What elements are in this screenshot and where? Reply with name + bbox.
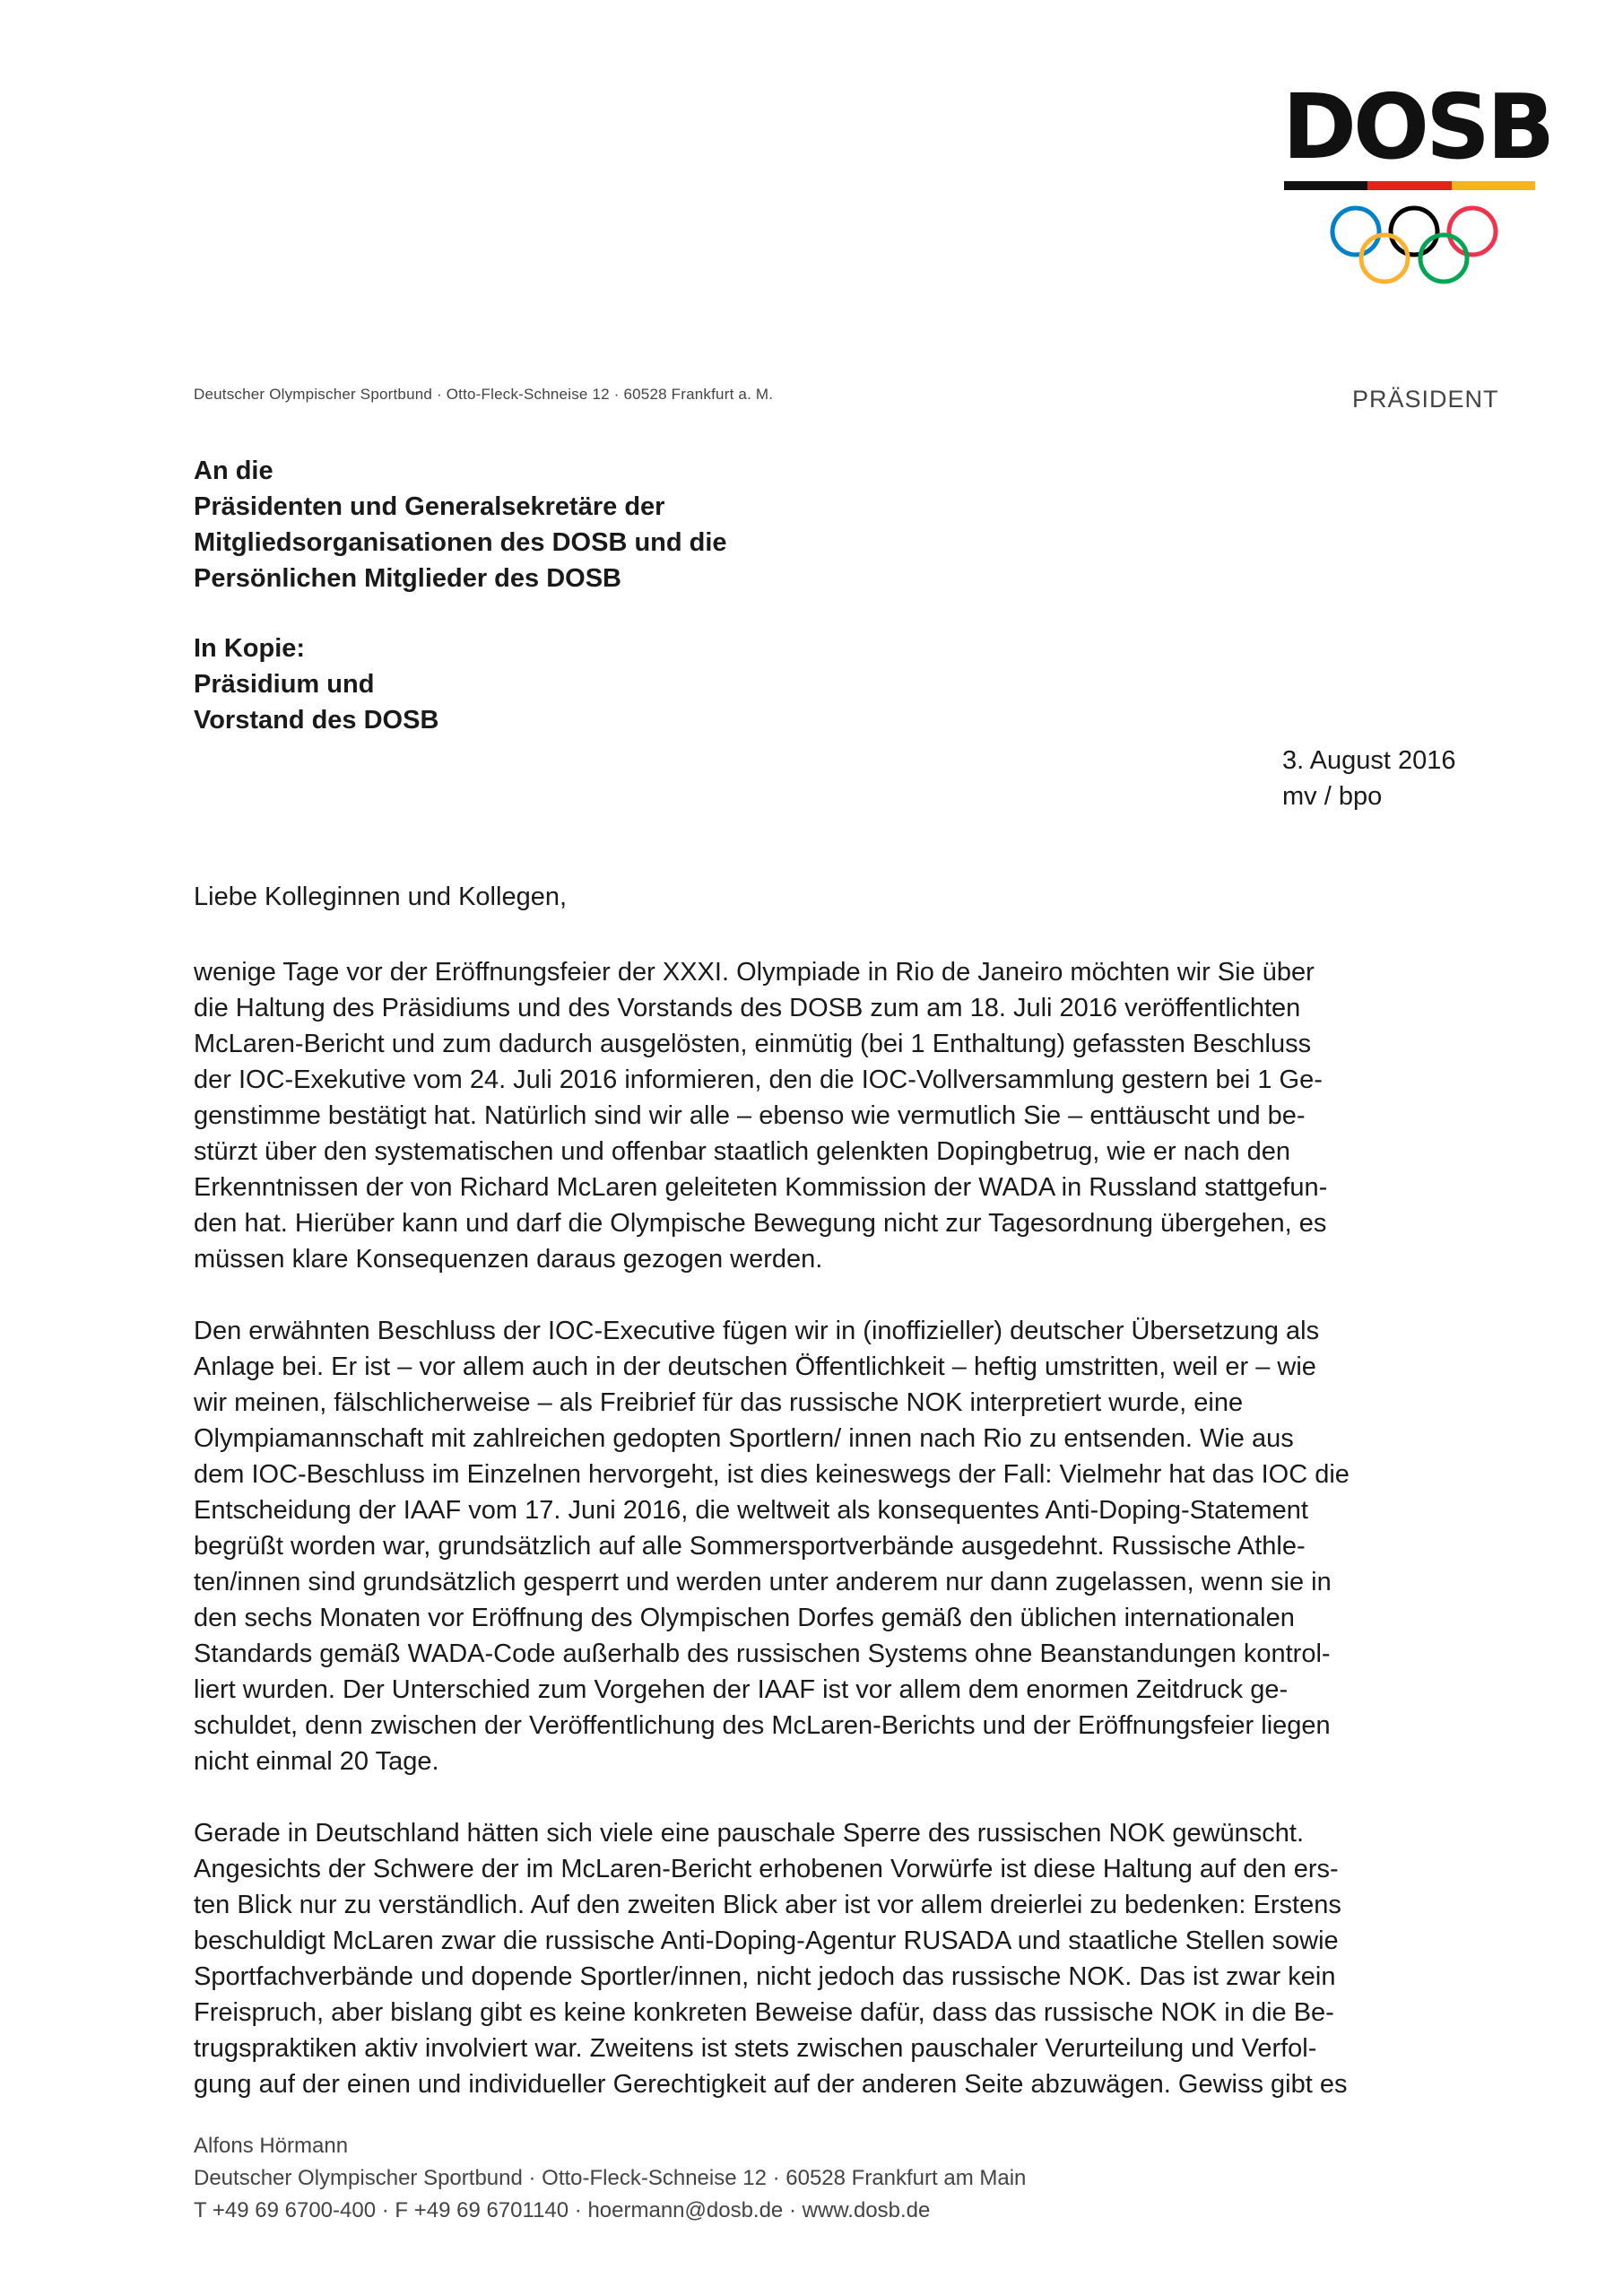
sender-role: PRÄSIDENT xyxy=(1352,386,1499,413)
paragraph-line: dem IOC-Beschluss im Einzelnen hervorgeht, ist dies keineswegs der Fall: Vielmehr hat das IOC die xyxy=(194,1460,1350,1489)
paragraph-line: Freispruch, aber bislang gibt es keine konkreten Beweise dafür, dass das russische NOK in die Be- xyxy=(194,1998,1334,2027)
body-paragraph xyxy=(194,954,1422,1277)
letter-footer xyxy=(194,2130,1026,2227)
paragraph-line: Den erwähnten Beschluss der IOC-Executive fügen wir in (inoffizieller) deutscher Übersetzung als xyxy=(194,1317,1320,1345)
paragraph-line: ten/innen sind grundsätzlich gesperrt und werden unter anderem nur dann zugelassen, wenn sie in xyxy=(194,1568,1332,1596)
address-line: Präsidenten und Generalsekretäre der xyxy=(194,492,665,521)
paragraph-line: müssen klare Konsequenzen daraus gezogen werden. xyxy=(194,1245,823,1274)
logo-bar-black xyxy=(1284,181,1367,190)
footer-name: Alfons Hörmann xyxy=(194,2134,349,2158)
olympic-rings-icon xyxy=(1329,204,1499,287)
paragraph-line: Entscheidung der IAAF vom 17. Juni 2016, die weltweit als konsequentes Anti-Doping-Statement xyxy=(194,1496,1308,1525)
letter-date: 3. August 2016 xyxy=(1282,746,1456,775)
body-paragraph xyxy=(194,1313,1422,1779)
footer-contact: T +49 69 6700-400 · F +49 69 6701140 · hoermann@dosb.de · www.dosb.de xyxy=(194,2198,931,2222)
paragraph-line: trugspraktiken aktiv involviert war. Zweitens ist stets zwischen pauschaler Verurteilung und Verfol- xyxy=(194,2034,1317,2063)
paragraph-line: Erkenntnissen der von Richard McLaren geleiteten Kommission der WADA in Russland stattgefun- xyxy=(194,1173,1328,1202)
address-line: Persönlichen Mitglieder des DOSB xyxy=(194,564,621,593)
paragraph-line: beschuldigt McLaren zwar die russische Anti-Doping-Agentur RUSADA und staatliche Stellen sowie xyxy=(194,1926,1339,1955)
paragraph-line: Sportfachverbände und dopende Sportler/innen, nicht jedoch das russische NOK. Das ist zwar kein xyxy=(194,1962,1336,1991)
sender-address-line: Deutscher Olympischer Sportbund · Otto-Fleck-Schneise 12 · 60528 Frankfurt a. M. xyxy=(194,386,774,403)
paragraph-line: Gerade in Deutschland hätten sich viele eine pauschale Sperre des russischen NOK gewünscht. xyxy=(194,1819,1305,1848)
paragraph-line: genstimme bestätigt hat. Natürlich sind wir alle – ebenso wie vermutlich Sie – enttäuscht und be- xyxy=(194,1101,1306,1130)
paragraph-line: ten Blick nur zu verständlich. Auf den zweiten Blick aber ist vor allem dreierlei zu bedenken: Erstens xyxy=(194,1891,1341,1919)
paragraph-line: der IOC-Exekutive vom 24. Juli 2016 informieren, den die IOC-Vollversammlung gestern bei 1 Ge- xyxy=(194,1065,1323,1094)
copy-line: Vorstand des DOSB xyxy=(194,706,439,735)
letter-body xyxy=(194,954,1422,2138)
paragraph-line: liert wurden. Der Unterschied zum Vorgehen der IAAF ist vor allem dem enormen Zeitdruck ge- xyxy=(194,1675,1289,1704)
paragraph-line: den hat. Hierüber kann und darf die Olympische Bewegung nicht zur Tagesordnung übergehen, es xyxy=(194,1209,1327,1238)
address-line: Mitgliedsorganisationen des DOSB und die xyxy=(194,528,727,557)
paragraph-line: McLaren-Bericht und zum dadurch ausgelösten, einmütig (bei 1 Enthaltung) gefassten Beschluss xyxy=(194,1030,1312,1058)
paragraph-line: den sechs Monaten vor Eröffnung des Olympischen Dorfes gemäß den üblichen internationalen xyxy=(194,1604,1295,1632)
paragraph-line: Angesichts der Schwere der im McLaren-Bericht erhobenen Vorwürfe ist diese Haltung auf den ers- xyxy=(194,1855,1339,1883)
paragraph-line: gung auf der einen und individueller Gerechtigkeit auf der anderen Seite abzuwägen. Gewiss gibt es xyxy=(194,2070,1348,2099)
paragraph-line: wenige Tage vor der Eröffnungsfeier der XXXI. Olympiade in Rio de Janeiro möchten wir Sie über xyxy=(194,958,1315,987)
logo-wordmark: DOSB xyxy=(1282,74,1552,179)
recipient-address xyxy=(194,453,727,596)
paragraph-line: nicht einmal 20 Tage. xyxy=(194,1747,439,1776)
footer-address: Deutscher Olympischer Sportbund · Otto-Fleck-Schneise 12 · 60528 Frankfurt am Main xyxy=(194,2166,1027,2190)
paragraph-line: die Haltung des Präsidiums und des Vorstands des DOSB zum am 18. Juli 2016 veröffentlichten xyxy=(194,994,1301,1022)
paragraph-line: schuldet, denn zwischen der Veröffentlichung des McLaren-Berichts und der Eröffnungsfeier liegen xyxy=(194,1711,1331,1740)
dosb-logo xyxy=(1282,74,1552,298)
copy-line: Präsidium und xyxy=(194,670,375,699)
letter-reference: mv / bpo xyxy=(1282,782,1383,811)
paragraph-line: begrüßt worden war, grundsätzlich auf alle Sommersportverbände ausgedehnt. Russische Athle- xyxy=(194,1532,1306,1561)
logo-bar-gold xyxy=(1452,181,1535,190)
paragraph-line: wir meinen, fälschlicherweise – als Freibrief für das russische NOK interpretiert wurde, eine xyxy=(194,1388,1244,1417)
letter-meta xyxy=(1282,743,1456,814)
address-line: An die xyxy=(194,457,273,485)
copy-recipients xyxy=(194,631,438,738)
salutation: Liebe Kolleginnen und Kollegen, xyxy=(194,883,568,911)
copy-line: In Kopie: xyxy=(194,634,306,663)
logo-color-bars xyxy=(1284,181,1535,190)
paragraph-line: Olympiamannschaft mit zahlreichen gedopten Sportlern/ innen nach Rio zu entsenden. Wie aus xyxy=(194,1424,1294,1453)
paragraph-line: Anlage bei. Er ist – vor allem auch in der deutschen Öffentlichkeit – heftig umstritten, weil er – wie xyxy=(194,1352,1316,1381)
logo-bar-red xyxy=(1367,181,1451,190)
paragraph-line: Standards gemäß WADA-Code außerhalb des russischen Systems ohne Beanstandungen kontrol- xyxy=(194,1639,1331,1668)
paragraph-line: stürzt über den systematischen und offenbar staatlich gelenkten Dopingbetrug, wie er nach den xyxy=(194,1137,1291,1166)
body-paragraph xyxy=(194,1815,1422,2102)
